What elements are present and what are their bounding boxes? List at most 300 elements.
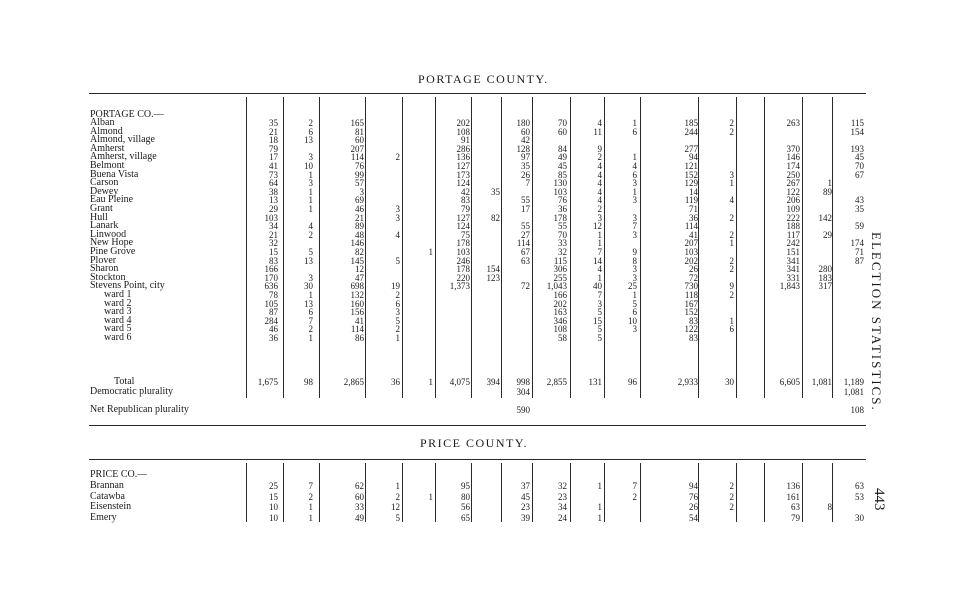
table-cell: 2 (729, 491, 734, 502)
table-cell: 145 (350, 255, 364, 266)
table-cell: 3 (395, 204, 400, 214)
table-cell: 87 (855, 255, 864, 266)
table-cell: 70 (558, 118, 567, 128)
table-cell: 730 (684, 281, 698, 292)
table-cell: 9 (597, 143, 602, 154)
table-cell: 127 (456, 161, 470, 171)
table-cell: 7 (308, 481, 313, 491)
table-cell: 142 (818, 212, 832, 223)
table-cell: 30 (855, 512, 864, 523)
table-cell: 25 (628, 281, 637, 292)
table-cell: 23 (558, 491, 567, 502)
column-rule (319, 463, 320, 522)
table-cell: 3 (395, 307, 400, 318)
table-cell: 79 (791, 512, 800, 523)
table-cell: 103 (684, 247, 698, 257)
column-rule (570, 97, 571, 398)
row-label: Eau Pleine (90, 195, 134, 206)
table-cell: 35 (521, 161, 530, 171)
table-cell: 34 (558, 502, 567, 512)
table-cell: 11 (593, 126, 602, 137)
table-cell: 63 (855, 481, 864, 491)
total-cell: 2,865 (343, 377, 364, 387)
row-label: Eisenstein (90, 502, 132, 512)
row-label: Stevens Point, city (90, 281, 165, 292)
row-label: New Hope (90, 238, 134, 249)
table-cell: 1 (827, 178, 832, 189)
table-cell: 59 (855, 221, 864, 232)
row-label: Sharon (90, 264, 119, 275)
table-cell: 170 (264, 272, 278, 283)
table-cell: 220 (456, 272, 470, 283)
table-cell: 76 (558, 195, 567, 206)
total-cell: 1,081 (811, 377, 832, 387)
table-cell: 76 (689, 491, 698, 502)
row-label: Catawba (90, 491, 125, 502)
table-cell: 71 (855, 247, 864, 257)
row-label: ward 6 (104, 333, 132, 343)
table-row (0, 481, 1, 482)
table-cell: 7 (525, 178, 530, 189)
row-label: Linwood (90, 229, 127, 240)
table-cell: 124 (456, 178, 470, 189)
table-cell: 1 (597, 502, 602, 512)
table-cell: 5 (395, 315, 400, 326)
table-cell: 3 (395, 212, 400, 223)
table-cell: 3 (308, 152, 313, 163)
table-cell: 67 (521, 247, 530, 257)
table-row (0, 204, 1, 205)
table-cell: 1 (597, 238, 602, 249)
table-cell: 32 (558, 481, 567, 491)
table-row (0, 118, 1, 119)
table-cell: 36 (558, 204, 567, 214)
table-cell: 32 (558, 247, 567, 257)
table-cell: 115 (850, 118, 864, 128)
column-rule (698, 97, 699, 398)
table-cell: 166 (264, 264, 278, 275)
table-row (0, 161, 1, 162)
table-cell: 63 (791, 502, 800, 512)
table-cell: 17 (269, 152, 278, 163)
table-cell: 81 (355, 126, 364, 137)
table-cell: 255 (553, 272, 567, 283)
table-cell: 36 (689, 212, 698, 223)
total-cell: 96 (628, 377, 637, 387)
table-cell: 121 (684, 161, 698, 171)
table-cell: 56 (461, 502, 470, 512)
table-row (0, 144, 1, 145)
table-cell: 6 (308, 126, 313, 137)
table-cell: 183 (818, 272, 832, 283)
row-label: ward 5 (104, 324, 132, 335)
table-cell: 1 (308, 502, 313, 512)
table-cell: 89 (823, 186, 832, 197)
table-row (0, 256, 1, 257)
table-cell: 4 (597, 161, 602, 171)
table-cell: 178 (553, 212, 567, 223)
table-cell: 21 (269, 126, 278, 137)
table-cell: 7 (597, 247, 602, 257)
table-cell: 5 (308, 247, 313, 257)
table-cell: 15 (269, 491, 278, 502)
table-cell: 14 (593, 255, 602, 266)
table-cell: 60 (355, 491, 364, 502)
table-cell: 341 (786, 255, 800, 266)
table-cell: 45 (521, 491, 530, 502)
table-cell: 152 (684, 307, 698, 318)
column-rule (319, 97, 320, 398)
table-cell: 73 (269, 169, 278, 180)
table-cell: 9 (632, 247, 637, 257)
table-cell: 370 (786, 143, 800, 154)
table-cell: 42 (521, 135, 530, 146)
table-cell: 636 (264, 281, 278, 292)
column-rule (604, 463, 605, 522)
table-cell: 1 (729, 315, 734, 326)
table-cell: 122 (684, 324, 698, 335)
table-cell: 42 (461, 186, 470, 197)
table-cell: 277 (684, 143, 698, 154)
table-cell: 1 (308, 186, 313, 197)
table-cell: 10 (269, 512, 278, 523)
table-cell: 21 (269, 229, 278, 240)
row-label: ward 4 (104, 315, 132, 326)
table-cell: 62 (355, 481, 364, 491)
table-cell: 14 (689, 186, 698, 197)
table-cell: 306 (553, 264, 567, 275)
table-cell: 5 (597, 333, 602, 343)
table-cell: 127 (456, 212, 470, 223)
table-row (0, 492, 1, 493)
table-cell: 8 (632, 255, 637, 266)
table-cell: 34 (269, 221, 278, 232)
table-cell: 122 (786, 186, 800, 197)
county-header: PRICE CO.— (90, 470, 148, 480)
column-rule (365, 97, 366, 398)
table-cell: 129 (684, 178, 698, 189)
table-cell: 2 (729, 264, 734, 275)
table-cell: 95 (461, 481, 470, 491)
table-cell: 35 (855, 204, 864, 214)
table-cell: 13 (269, 195, 278, 206)
table-cell: 12 (391, 502, 400, 512)
table-cell: 346 (553, 315, 567, 326)
table-cell: 41 (689, 229, 698, 240)
table-row (0, 333, 1, 334)
table-cell: 39 (521, 512, 530, 523)
table-cell: 1,373 (449, 281, 470, 292)
column-rule (802, 97, 803, 398)
table-cell: 114 (684, 221, 698, 232)
table-cell: 1 (395, 481, 400, 491)
table-row (0, 152, 1, 153)
table-cell: 173 (456, 169, 470, 180)
table-row (0, 307, 1, 308)
column-rule (501, 97, 502, 398)
row-label: Lanark (90, 221, 119, 232)
table-cell: 242 (786, 238, 800, 249)
table-row (0, 299, 1, 300)
table-cell: 1 (308, 290, 313, 300)
table-cell: 26 (521, 169, 530, 180)
table-cell: 19 (391, 281, 400, 292)
total-label: Total (114, 377, 135, 387)
table-cell: 2 (395, 324, 400, 335)
table-cell: 163 (553, 307, 567, 318)
total-cell: 1,189 (843, 377, 864, 387)
column-rule (435, 463, 436, 522)
table-cell: 49 (355, 512, 364, 523)
table-cell: 5 (395, 512, 400, 523)
table-cell: 2 (395, 152, 400, 163)
table-cell: 18 (269, 135, 278, 146)
table-cell: 3 (632, 264, 637, 275)
table-cell: 202 (456, 118, 470, 128)
table-cell: 41 (355, 315, 364, 326)
total-cell: 1,081 (843, 387, 864, 397)
table-cell: 55 (558, 221, 567, 232)
table-cell: 174 (850, 238, 864, 249)
table-cell: 17 (521, 204, 530, 214)
table-cell: 3 (308, 178, 313, 189)
table-cell: 99 (355, 169, 364, 180)
total-cell: 394 (486, 377, 500, 387)
table-cell: 250 (786, 169, 800, 180)
table-cell: 29 (269, 204, 278, 214)
table-bottom-rule (89, 425, 866, 426)
table-cell: 12 (355, 264, 364, 275)
column-rule (640, 97, 641, 398)
table-row (0, 230, 1, 231)
total-cell: 131 (588, 377, 602, 387)
table-cell: 60 (521, 126, 530, 137)
column-rule (570, 463, 571, 522)
table-cell: 117 (786, 229, 800, 240)
table-cell: 4 (395, 229, 400, 240)
table-cell: 43 (855, 195, 864, 206)
column-rule (501, 463, 502, 522)
table-cell: 202 (553, 298, 567, 309)
table-row (0, 135, 1, 136)
section-title: PRICE COUNTY. (420, 436, 528, 450)
table-cell: 2 (729, 502, 734, 512)
table-cell: 69 (355, 195, 364, 206)
table-cell: 70 (558, 229, 567, 240)
row-label: Emery (90, 512, 117, 523)
table-cell: 15 (593, 315, 602, 326)
table-cell: 32 (269, 238, 278, 249)
row-label: Plover (90, 255, 117, 266)
row-label: Belmont (90, 161, 125, 171)
table-cell: 13 (304, 135, 313, 146)
table-cell: 2 (729, 118, 734, 128)
table-cell: 3 (597, 212, 602, 223)
table-cell: 1 (632, 290, 637, 300)
column-rule (764, 97, 765, 398)
table-cell: 7 (632, 221, 637, 232)
table-cell: 1 (632, 186, 637, 197)
table-cell: 46 (269, 324, 278, 335)
table-top-rule (89, 93, 866, 94)
table-cell: 89 (355, 221, 364, 232)
column-rule (283, 463, 284, 522)
table-cell: 9 (729, 281, 734, 292)
table-row (0, 195, 1, 196)
row-label: ward 3 (104, 307, 132, 318)
column-rule (246, 463, 247, 522)
table-cell: 41 (269, 161, 278, 171)
table-cell: 151 (786, 247, 800, 257)
column-rule (435, 97, 436, 398)
table-cell: 1 (597, 481, 602, 491)
table-cell: 331 (786, 272, 800, 283)
table-cell: 1 (632, 118, 637, 128)
table-cell: 82 (491, 212, 500, 223)
total-label: Net Republican plurality (90, 405, 189, 415)
table-cell: 79 (269, 143, 278, 154)
table-cell: 4 (632, 161, 637, 171)
table-cell: 6 (632, 307, 637, 318)
table-cell: 1 (729, 238, 734, 249)
table-cell: 45 (558, 161, 567, 171)
total-cell: 36 (391, 377, 400, 387)
table-cell: 180 (516, 118, 530, 128)
table-cell: 2 (729, 126, 734, 137)
total-cell: 1,675 (257, 377, 278, 387)
table-cell: 244 (684, 126, 698, 137)
column-rule (764, 463, 765, 522)
table-cell: 8 (827, 502, 832, 512)
table-cell: 65 (461, 512, 470, 523)
row-label: Buena Vista (90, 169, 139, 180)
table-cell: 188 (786, 221, 800, 232)
total-cell: 4,075 (449, 377, 470, 387)
table-cell: 246 (456, 255, 470, 266)
table-cell: 160 (350, 298, 364, 309)
table-cell: 178 (456, 238, 470, 249)
column-rule (532, 97, 533, 398)
table-cell: 33 (355, 502, 364, 512)
table-cell: 161 (786, 491, 800, 502)
table-cell: 341 (786, 264, 800, 275)
table-cell: 78 (269, 290, 278, 300)
row-label: Amherst, village (90, 152, 157, 163)
table-cell: 207 (350, 143, 364, 154)
table-cell: 178 (456, 264, 470, 275)
table-cell: 47 (355, 272, 364, 283)
table-cell: 49 (558, 152, 567, 163)
table-cell: 202 (684, 255, 698, 266)
table-cell: 94 (689, 481, 698, 491)
table-row (0, 127, 1, 128)
row-label: Carson (90, 178, 119, 189)
table-cell: 33 (558, 238, 567, 249)
table-cell: 1 (395, 333, 400, 343)
table-cell: 72 (521, 281, 530, 292)
table-cell: 128 (516, 143, 530, 154)
table-cell: 132 (350, 290, 364, 300)
table-cell: 26 (689, 502, 698, 512)
table-row (0, 238, 1, 239)
table-cell: 146 (350, 238, 364, 249)
table-cell: 57 (355, 178, 364, 189)
table-cell: 84 (558, 143, 567, 154)
table-cell: 23 (521, 502, 530, 512)
table-cell: 1 (632, 152, 637, 163)
table-cell: 185 (684, 118, 698, 128)
table-cell: 4 (308, 221, 313, 232)
table-cell: 55 (521, 221, 530, 232)
table-cell: 3 (308, 272, 313, 283)
table-cell: 698 (350, 281, 364, 292)
total-cell: 998 (516, 377, 530, 387)
table-cell: 1 (597, 272, 602, 283)
table-cell: 4 (597, 178, 602, 189)
row-label: ward 2 (104, 298, 132, 309)
column-rule (736, 463, 737, 522)
table-cell: 45 (855, 152, 864, 163)
column-rule (532, 463, 533, 522)
table-cell: 108 (553, 324, 567, 335)
table-cell: 1 (308, 333, 313, 343)
table-cell: 46 (355, 204, 364, 214)
table-row (0, 513, 1, 514)
table-row (0, 178, 1, 179)
table-cell: 1 (428, 247, 433, 257)
table-cell: 1 (428, 491, 433, 502)
table-cell: 3 (597, 298, 602, 309)
table-cell: 3 (632, 212, 637, 223)
table-cell: 154 (486, 264, 500, 275)
table-cell: 286 (456, 143, 470, 154)
table-cell: 3 (632, 229, 637, 240)
table-cell: 6 (729, 324, 734, 335)
side-title: ELECTION STATISTICS. (869, 232, 884, 412)
table-cell: 207 (684, 238, 698, 249)
table-cell: 193 (850, 143, 864, 154)
table-cell: 55 (521, 195, 530, 206)
row-label: Brannan (90, 481, 124, 491)
table-row (0, 221, 1, 222)
table-cell: 263 (786, 118, 800, 128)
table-cell: 114 (350, 324, 364, 335)
table-cell: 103 (264, 212, 278, 223)
table-cell: 70 (855, 161, 864, 171)
table-row (0, 316, 1, 317)
table-cell: 2 (729, 481, 734, 491)
table-cell: 2 (729, 212, 734, 223)
table-cell: 2 (308, 118, 313, 128)
column-rule (832, 463, 833, 522)
table-cell: 1 (308, 204, 313, 214)
table-row (0, 502, 1, 503)
table-cell: 36 (269, 333, 278, 343)
total-cell: 304 (516, 387, 530, 397)
table-cell: 7 (632, 481, 637, 491)
table-cell: 80 (461, 491, 470, 502)
table-cell: 2 (308, 324, 313, 335)
table-cell: 5 (597, 307, 602, 318)
table-cell: 1 (308, 512, 313, 523)
table-cell: 2 (729, 255, 734, 266)
table-cell: 54 (689, 512, 698, 523)
table-cell: 152 (684, 169, 698, 180)
table-cell: 109 (786, 204, 800, 214)
table-cell: 154 (850, 126, 864, 137)
table-cell: 67 (855, 169, 864, 180)
table-cell: 37 (521, 481, 530, 491)
